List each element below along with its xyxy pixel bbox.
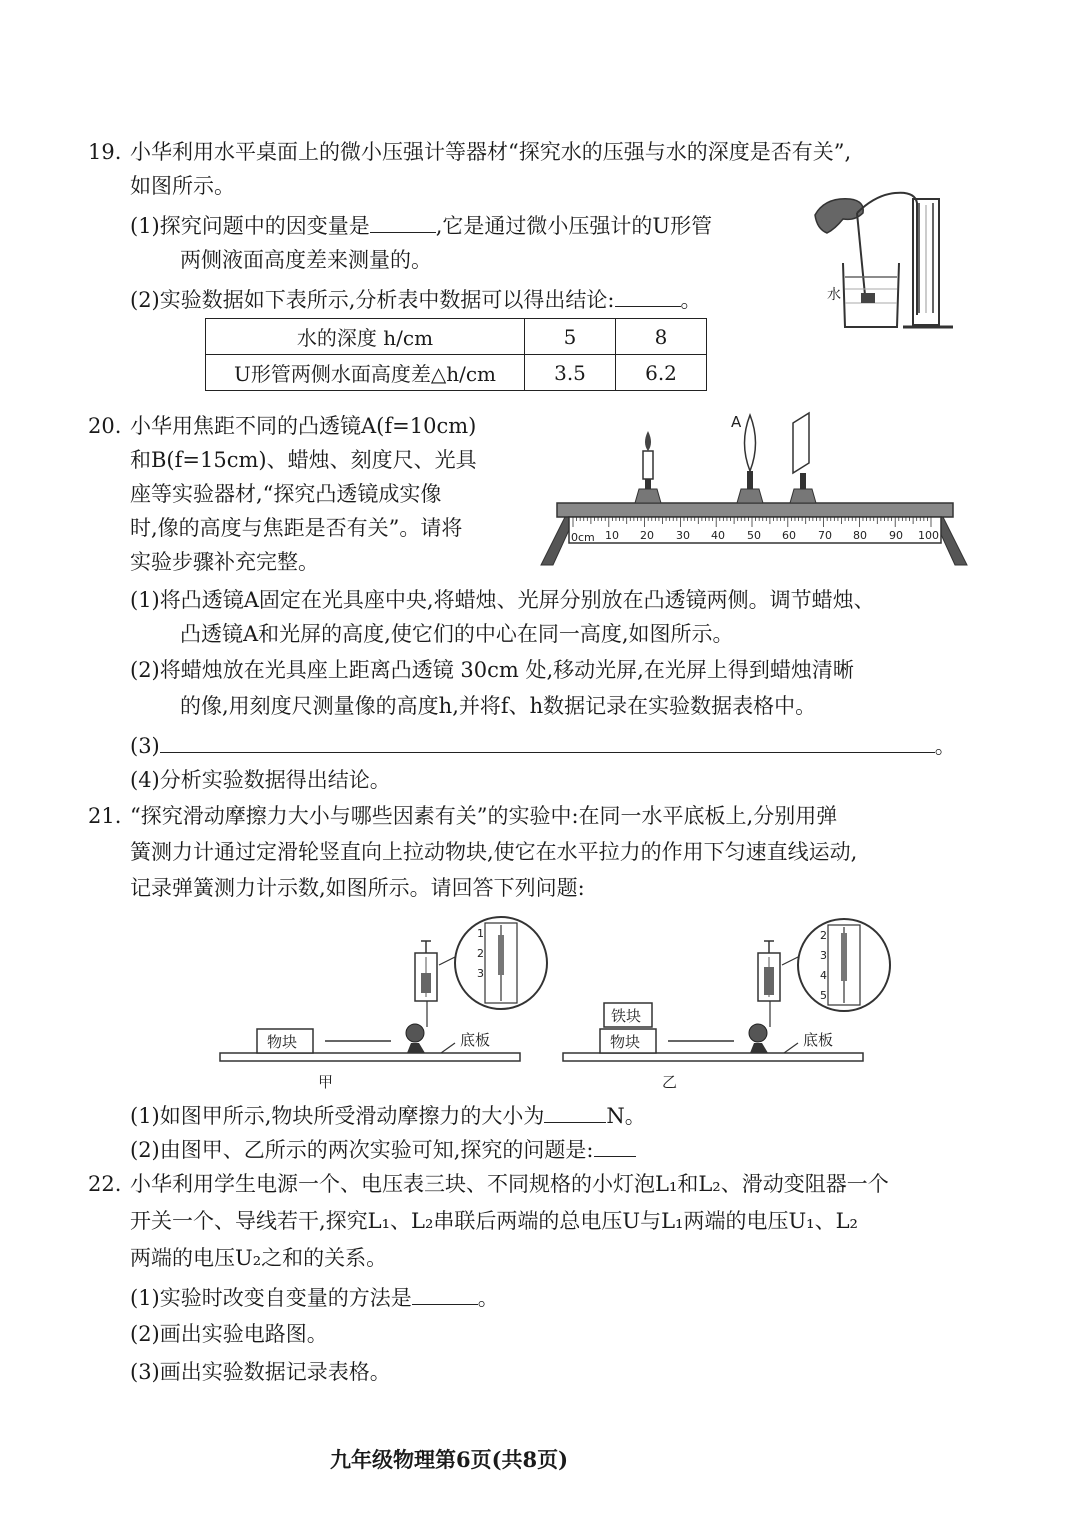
q19-part2 — [130, 284, 702, 314]
q20-step2-line1: (2)将蜡烛放在光具座上距离凸透镜 30cm 处,移动光屏,在光屏上得到蜡烛清晰 — [130, 658, 854, 682]
board-icon — [563, 1053, 863, 1061]
ruler-label: 80 — [853, 529, 867, 542]
q22-part1-blank[interactable] — [412, 1282, 478, 1305]
q22-number: 22. — [88, 1172, 122, 1196]
q22-part1 — [130, 1282, 499, 1312]
candle-icon — [635, 431, 661, 503]
ruler-label: 90 — [889, 529, 903, 542]
q20-step2-line2: 的像,用刻度尺测量像的高度h,并将f、h数据记录在实验数据表格中。 — [180, 694, 817, 718]
q22-part1-end: 。 — [477, 1286, 499, 1310]
q21-part2-blank[interactable] — [594, 1134, 636, 1157]
q21-part1-unit: N。 — [606, 1104, 646, 1128]
q19-part1-blank[interactable] — [370, 210, 436, 233]
q21-part2-text: (2)由图甲、乙所示的两次实验可知,探究的问题是: — [130, 1138, 594, 1162]
spring-scale-icon — [758, 941, 780, 1001]
q21-figure-b — [558, 915, 898, 1095]
lens-icon — [731, 413, 763, 503]
ruler-label: 0cm — [571, 531, 595, 544]
light-screen-icon — [790, 413, 816, 503]
q20-step1-line2: 凸透镜A和光屏的高度,使它们的中心在同一高度,如图所示。 — [180, 622, 734, 646]
magnified-dial-icon — [455, 917, 547, 1009]
q22-text-line1: 小华利用学生电源一个、电压表三块、不同规格的小灯泡L₁和L₂、滑动变阻器一个 — [130, 1172, 889, 1196]
q22-text-line3: 两端的电压U₂之和的关系。 — [130, 1246, 388, 1270]
q20-step3 — [130, 730, 956, 760]
scale-label: 5 — [820, 989, 827, 1002]
table-cell: 8 — [616, 319, 707, 355]
ruler-label: 30 — [676, 529, 690, 542]
board-label: 底板 — [460, 1031, 491, 1049]
table-cell: 水的深度 h/cm — [206, 319, 525, 355]
table-row — [206, 319, 707, 355]
q19-part1-text-a: (1)探究问题中的因变量是 — [130, 214, 370, 238]
ruler-label: 100 — [918, 529, 939, 542]
q21-part1-blank[interactable] — [544, 1100, 606, 1123]
scale-label: 2 — [820, 929, 827, 942]
ruler-label: 70 — [818, 529, 832, 542]
q20-step4: (4)分析实验数据得出结论。 — [130, 768, 391, 792]
q19-part1 — [130, 210, 712, 240]
block-label: 物块 — [267, 1033, 298, 1051]
water-label: 水 — [827, 287, 841, 303]
q22-part2: (2)画出实验电路图。 — [130, 1322, 328, 1346]
q19-part2-end: 。 — [680, 288, 702, 312]
q20-text-line1: 小华用焦距不同的凸透镜A(f=10cm) — [130, 414, 477, 438]
q19-number: 19. — [88, 140, 122, 164]
board-icon — [220, 1053, 520, 1061]
q21-figure-a — [215, 915, 555, 1095]
q22-part1-text: (1)实验时改变自变量的方法是 — [130, 1286, 412, 1310]
scale-label: 2 — [477, 947, 484, 960]
scale-label: 1 — [477, 927, 484, 940]
q20-text-line4: 时,像的高度与焦距是否有关”。请将 — [130, 516, 463, 540]
q19-text-line2: 如图所示。 — [130, 174, 235, 198]
block-label: 物块 — [610, 1033, 641, 1051]
q20-step3-blank[interactable] — [160, 730, 935, 753]
q20-optical-bench-figure — [535, 405, 975, 575]
table-row — [206, 355, 707, 391]
q19-part1-text-b: ,它是通过微小压强计的U形管 — [435, 214, 713, 238]
q20-text-line2: 和B(f=15cm)、蜡烛、刻度尺、光具 — [130, 448, 477, 472]
table-cell: U形管两侧水面高度差△h/cm — [206, 355, 525, 391]
table-cell: 3.5 — [525, 355, 616, 391]
q20-step1-line1: (1)将凸透镜A固定在光具座中央,将蜡烛、光屏分别放在凸透镜两侧。调节蜡烛、 — [130, 588, 875, 612]
page-footer: 九年级物理第6页(共8页) — [330, 1447, 569, 1472]
probe-icon — [861, 293, 875, 303]
q20-number: 20. — [88, 414, 122, 438]
q20-text-line3: 座等实验器材,“探究凸透镜成实像 — [130, 482, 442, 506]
q19-data-table — [205, 318, 707, 391]
scale-label: 3 — [820, 949, 827, 962]
pulley-icon — [749, 1024, 767, 1042]
q19-part2-blank[interactable] — [615, 284, 681, 307]
ruler-label: 10 — [605, 529, 619, 542]
q19-part2-text-a: (2)实验数据如下表所示,分析表中数据可以得出结论: — [130, 288, 615, 312]
ruler-label: 20 — [640, 529, 654, 542]
lens-label: A — [731, 413, 742, 431]
scale-label: 3 — [477, 967, 484, 980]
q21-part1-text: (1)如图甲所示,物块所受滑动摩擦力的大小为 — [130, 1104, 545, 1128]
q19-text-line1: 小华利用水平桌面上的微小压强计等器材“探究水的压强与水的深度是否有关”, — [130, 140, 852, 164]
q21-text-line2: 簧测力计通过定滑轮竖直向上拉动物块,使它在水平拉力的作用下匀速直线运动, — [130, 840, 858, 864]
ruler-label: 60 — [782, 529, 796, 542]
q22-text-line2: 开关一个、导线若干,探究L₁、L₂串联后两端的总电压U与L₁两端的电压U₁、L₂ — [130, 1209, 858, 1233]
board-label: 底板 — [803, 1031, 834, 1049]
ruler-label: 40 — [711, 529, 725, 542]
q22-part3: (3)画出实验数据记录表格。 — [130, 1360, 391, 1384]
iron-block-label: 铁块 — [611, 1007, 642, 1025]
q21-text-line1: “探究滑动摩擦力大小与哪些因素有关”的实验中:在同一水平底板上,分别用弹 — [130, 804, 838, 828]
figure-label-b: 乙 — [662, 1073, 678, 1091]
magnified-dial-icon — [798, 919, 890, 1011]
q20-step3-label: (3) — [130, 734, 160, 758]
q21-part2 — [130, 1134, 636, 1164]
q21-number: 21. — [88, 804, 122, 828]
figure-label-a: 甲 — [318, 1073, 334, 1091]
scale-label: 4 — [820, 969, 827, 982]
table-cell: 5 — [525, 319, 616, 355]
pulley-icon — [406, 1024, 424, 1042]
table-cell: 6.2 — [616, 355, 707, 391]
q21-part1 — [130, 1100, 646, 1130]
ruler-label: 50 — [747, 529, 761, 542]
q19-pressure-gauge-figure — [805, 185, 965, 335]
q20-text-line5: 实验步骤补充完整。 — [130, 550, 319, 574]
q20-step3-end: 。 — [934, 734, 956, 758]
spring-scale-icon — [415, 941, 437, 1001]
hand-icon — [815, 199, 863, 233]
q21-text-line3: 记录弹簧测力计示数,如图所示。请回答下列问题: — [130, 876, 585, 900]
q19-part1-continued: 两侧液面高度差来测量的。 — [180, 248, 432, 272]
